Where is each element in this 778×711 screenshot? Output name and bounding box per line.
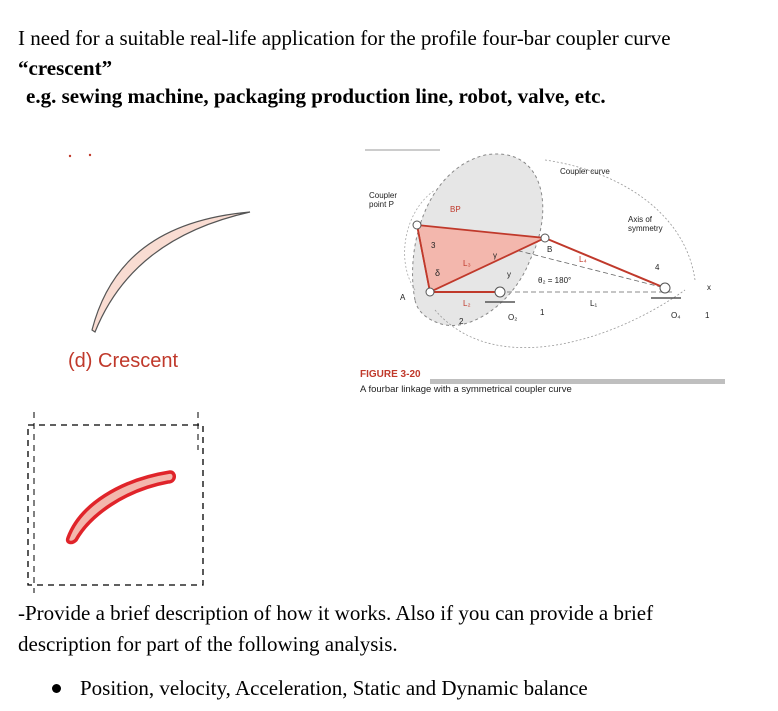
figure-caption-text: A fourbar linkage with a symmetrical coupler curve	[360, 384, 572, 395]
label-coupler-point: Coupler	[369, 191, 398, 200]
label-l4: L₄	[579, 255, 587, 264]
question-line-1: I need for a suitable real-life application for the profile four-bar coupler curve	[18, 26, 671, 50]
pivot-p	[413, 221, 421, 229]
label-x: x	[707, 283, 711, 292]
label-bp: BP	[450, 205, 461, 214]
label-coupler-point-2: point P	[369, 200, 394, 209]
label-o2: O₂	[508, 313, 518, 322]
bullet-item: Position, velocity, Acceleration, Static and Dynamic balance	[80, 676, 588, 700]
crescent-label: (d) Crescent	[68, 350, 179, 372]
dot-1	[69, 155, 71, 157]
label-one-a: 1	[540, 308, 545, 317]
label-l3: L₃	[463, 259, 471, 268]
label-a: A	[400, 293, 406, 302]
label-l1: L₁	[590, 299, 598, 308]
label-one-b: 1	[705, 311, 710, 320]
label-o4: O₄	[671, 311, 681, 320]
dot-2	[89, 154, 91, 156]
label-n2: 2	[459, 317, 464, 326]
figure-caption-title: FIGURE 3-20	[360, 369, 421, 380]
fourbar-linkage-figure	[355, 140, 725, 370]
red-crescent-shape	[68, 472, 175, 542]
label-axis-2: symmetry	[628, 224, 663, 233]
label-b: B	[547, 245, 553, 254]
pivot-b	[541, 234, 549, 242]
pivot-o4	[660, 283, 670, 293]
description-line-2: description for part of the following analysis.	[18, 632, 398, 656]
label-delta: δ	[435, 268, 441, 278]
bullet-dot	[52, 684, 61, 693]
question-line-2: “crescent”	[18, 56, 113, 80]
crescent-illustration	[40, 140, 270, 340]
question-line-3: e.g. sewing machine, packaging production line, robot, valve, etc.	[26, 84, 606, 108]
crescent-shape	[92, 212, 250, 332]
label-theta: θ₂ = 180°	[538, 276, 572, 285]
pivot-a	[426, 288, 434, 296]
label-coupler-curve: Coupler curve	[560, 167, 610, 176]
label-y: y	[507, 270, 511, 279]
description-line-1: -Provide a brief description of how it works. Also if you can provide a brief	[18, 601, 654, 625]
label-gamma: γ	[493, 251, 497, 260]
pivot-o2	[495, 287, 505, 297]
label-l2: L₂	[463, 299, 471, 308]
label-n4: 4	[655, 263, 660, 272]
label-n3: 3	[431, 241, 436, 250]
label-axis: Axis of	[628, 215, 653, 224]
dashed-crescent-sketch	[0, 410, 215, 595]
